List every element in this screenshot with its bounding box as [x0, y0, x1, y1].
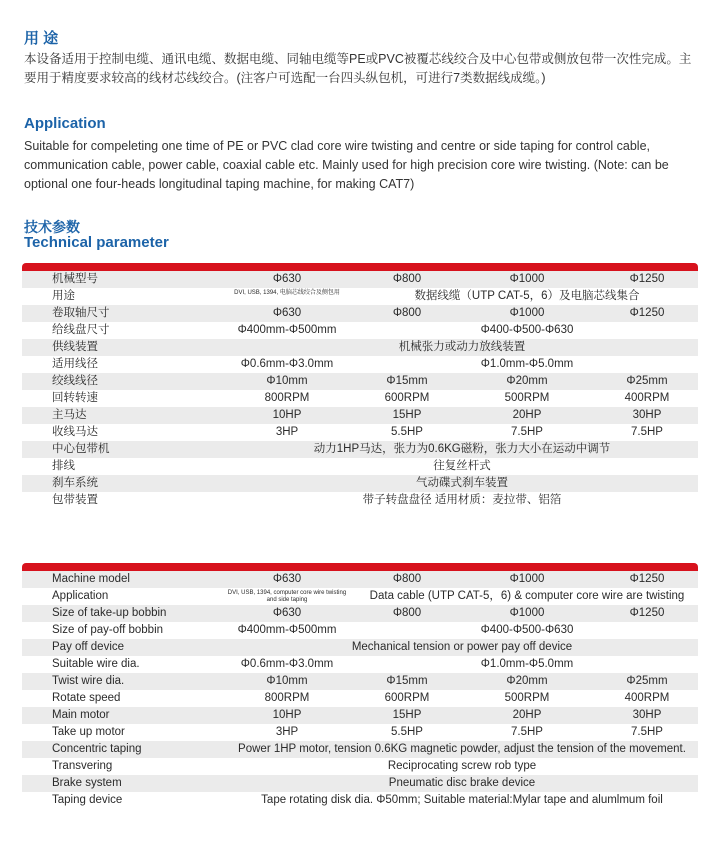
row-label: Size of take-up bobbin — [52, 607, 167, 619]
table-row — [22, 492, 698, 509]
row-value: 800RPM — [264, 392, 310, 404]
row-label: Main motor — [52, 709, 110, 721]
row-value: 400RPM — [624, 692, 670, 704]
row-label: Suitable wire dia. — [52, 658, 140, 670]
row-label: 卷取轴尺寸 — [52, 307, 110, 319]
row-value-merged: Pneumatic disc brake device — [388, 777, 536, 789]
row-value-note: DVI, USB, 1394, computer core wire twisting and side taping — [227, 590, 347, 603]
table-top-bar — [22, 563, 698, 571]
table-body — [22, 271, 698, 509]
row-value: Φ630 — [272, 607, 302, 619]
row-value: Φ0.6mm-Φ3.0mm — [240, 658, 334, 670]
row-value-merged: Data cable (UTP CAT-5，6) & computer core wire are twisting — [369, 590, 685, 602]
row-label: Concentric taping — [52, 743, 142, 755]
table-row — [22, 690, 698, 707]
row-value: Φ10mm — [266, 375, 308, 387]
row-value: 30HP — [632, 409, 662, 421]
table-row — [22, 475, 698, 492]
row-label: 绞线线径 — [52, 375, 98, 387]
application-text: Suitable for compeleting one time of PE or PVC clad core wire twisting and centre or side taping for control cable, communication cable, power cable, coaxial cable etc. Mainly used for high precision core wire twisting. (Note: can be optional one four-heads longitudinal taping machine, for making CAT7) — [24, 139, 669, 191]
table-row — [22, 373, 698, 390]
table-row — [22, 571, 698, 588]
spec-table-cn — [22, 263, 698, 509]
row-value-merged: 机械张力或动力放线装置 — [398, 341, 526, 353]
row-label: 适用线径 — [52, 358, 98, 370]
row-value: Φ25mm — [626, 375, 668, 387]
row-label: 中心包带机 — [52, 443, 110, 455]
row-label: 供线装置 — [52, 341, 98, 353]
row-value: Φ1000 — [509, 273, 545, 285]
table-row — [22, 271, 698, 288]
table-row — [22, 656, 698, 673]
table-row — [22, 639, 698, 656]
row-value-merged: Φ1.0mm-Φ5.0mm — [480, 658, 574, 670]
table-row — [22, 741, 698, 758]
row-label: Brake system — [52, 777, 122, 789]
table-row — [22, 792, 698, 809]
row-value-merged: 往复丝杆式 — [433, 460, 491, 472]
row-value-merged: 带子转盘盘径 适用材质：麦拉带、铝箔 — [362, 494, 562, 506]
row-value: 7.5HP — [631, 426, 663, 438]
row-value-merged: Tape rotating disk dia. Φ50mm; Suitable material:Mylar tape and alumlmum foil — [261, 794, 663, 806]
row-value: Φ1250 — [629, 307, 665, 319]
row-value-merged: 数据线缆（UTP CAT-5，6）及电脑芯线集合 — [414, 290, 640, 302]
row-value: Φ800 — [392, 573, 422, 585]
table-row — [22, 622, 698, 639]
tech-title-cn: 技术参数 — [24, 219, 80, 235]
row-value: 7.5HP — [631, 726, 663, 738]
row-value: 7.5HP — [511, 426, 543, 438]
usage-title-cn: 用 途 — [24, 30, 59, 47]
row-value: Φ1000 — [509, 607, 545, 619]
table-row — [22, 775, 698, 792]
row-value: Φ800 — [392, 273, 422, 285]
table-row — [22, 305, 698, 322]
row-label: 给线盘尺寸 — [52, 324, 110, 336]
table-top-bar — [22, 263, 698, 271]
row-label: 刹车系统 — [52, 477, 98, 489]
table-row — [22, 458, 698, 475]
row-value-merged: Φ400-Φ500-Φ630 — [480, 624, 574, 636]
row-value: Φ630 — [272, 573, 302, 585]
row-value: Φ1250 — [629, 573, 665, 585]
row-value: 15HP — [392, 409, 422, 421]
row-label: Take up motor — [52, 726, 125, 738]
row-label: Application — [52, 590, 109, 602]
row-value: 500RPM — [504, 392, 550, 404]
row-label: Size of pay-off bobbin — [52, 624, 164, 636]
table-row — [22, 339, 698, 356]
row-value: Φ800 — [392, 607, 422, 619]
row-value: Φ400mm-Φ500mm — [237, 324, 337, 336]
row-value: Φ1250 — [629, 273, 665, 285]
row-value: 20HP — [512, 709, 542, 721]
row-value: Φ20mm — [506, 375, 548, 387]
table-row — [22, 322, 698, 339]
row-value: 5.5HP — [391, 726, 423, 738]
table-row — [22, 288, 698, 305]
row-label: Twist wire dia. — [52, 675, 125, 687]
row-value: Φ25mm — [626, 675, 668, 687]
row-label: 主马达 — [52, 409, 87, 421]
table-row — [22, 390, 698, 407]
row-value: 500RPM — [504, 692, 550, 704]
row-value-note: DVI, USB, 1394, 电脑芯线绞合及侧包用 — [234, 290, 340, 296]
row-value: Φ630 — [272, 273, 302, 285]
row-value: Φ0.6mm-Φ3.0mm — [240, 358, 334, 370]
row-value: Φ400mm-Φ500mm — [237, 624, 337, 636]
row-label: 回转转速 — [52, 392, 98, 404]
row-value-merged: Mechanical tension or power pay off device — [351, 641, 573, 653]
row-value: 10HP — [272, 709, 302, 721]
row-value: Φ10mm — [266, 675, 308, 687]
usage-text-cn: 本设备适用于控制电缆、通讯电缆、数据电缆、同轴电缆等PE或PVC被覆芯线绞合及中心包带或侧放包带一次性完成。主要用于精度要求较高的线材芯线绞合。(注客户可选配一台四头纵包机，可进行7类数据线成缆。) — [24, 52, 692, 85]
row-value-merged: Power 1HP motor, tension 0.6KG magnetic powder, adjust the tension of the movement. — [238, 743, 686, 755]
table-row — [22, 758, 698, 775]
row-value: Φ15mm — [386, 375, 428, 387]
table-row — [22, 356, 698, 373]
row-value: 3HP — [275, 426, 299, 438]
row-value: Φ20mm — [506, 675, 548, 687]
row-value: 600RPM — [384, 692, 430, 704]
table-row — [22, 605, 698, 622]
table-row — [22, 407, 698, 424]
row-value-merged: Φ1.0mm-Φ5.0mm — [480, 358, 574, 370]
row-value: Φ15mm — [386, 675, 428, 687]
row-value: 7.5HP — [511, 726, 543, 738]
row-value: 400RPM — [624, 392, 670, 404]
row-value: 10HP — [272, 409, 302, 421]
row-value: 600RPM — [384, 392, 430, 404]
row-value: Φ1000 — [509, 307, 545, 319]
row-value-merged: 动力1HP马达，张力为0.6KG磁粉，张力大小在运动中调节 — [313, 443, 611, 455]
tech-title-en: Technical parameter — [24, 234, 169, 251]
row-label: 包带装置 — [52, 494, 98, 506]
spec-table-en — [22, 563, 698, 809]
application-title: Application — [24, 115, 106, 132]
table-row — [22, 588, 698, 605]
row-value: Φ630 — [272, 307, 302, 319]
row-value-merged: Φ400-Φ500-Φ630 — [480, 324, 574, 336]
row-value: Φ1000 — [509, 573, 545, 585]
row-value: 20HP — [512, 409, 542, 421]
row-label: Pay off device — [52, 641, 125, 653]
row-value: 30HP — [632, 709, 662, 721]
row-value: 15HP — [392, 709, 422, 721]
table-row — [22, 441, 698, 458]
row-label: Rotate speed — [52, 692, 121, 704]
row-value: Φ800 — [392, 307, 422, 319]
row-value: 800RPM — [264, 692, 310, 704]
row-label: 机械型号 — [52, 273, 98, 285]
row-value-merged: 气动碟式刹车装置 — [416, 477, 508, 489]
row-value-merged: Reciprocating screw rob type — [387, 760, 537, 772]
row-label: Taping device — [52, 794, 123, 806]
row-value: 5.5HP — [391, 426, 423, 438]
table-row — [22, 707, 698, 724]
row-label: 排线 — [52, 460, 75, 472]
row-label: 收线马达 — [52, 426, 98, 438]
table-row — [22, 724, 698, 741]
table-row — [22, 673, 698, 690]
row-label: 用途 — [52, 290, 75, 302]
table-body — [22, 571, 698, 809]
row-value: Φ1250 — [629, 607, 665, 619]
row-label: Machine model — [52, 573, 130, 585]
table-row — [22, 424, 698, 441]
row-value: 3HP — [275, 726, 299, 738]
row-label: Transvering — [52, 760, 113, 772]
